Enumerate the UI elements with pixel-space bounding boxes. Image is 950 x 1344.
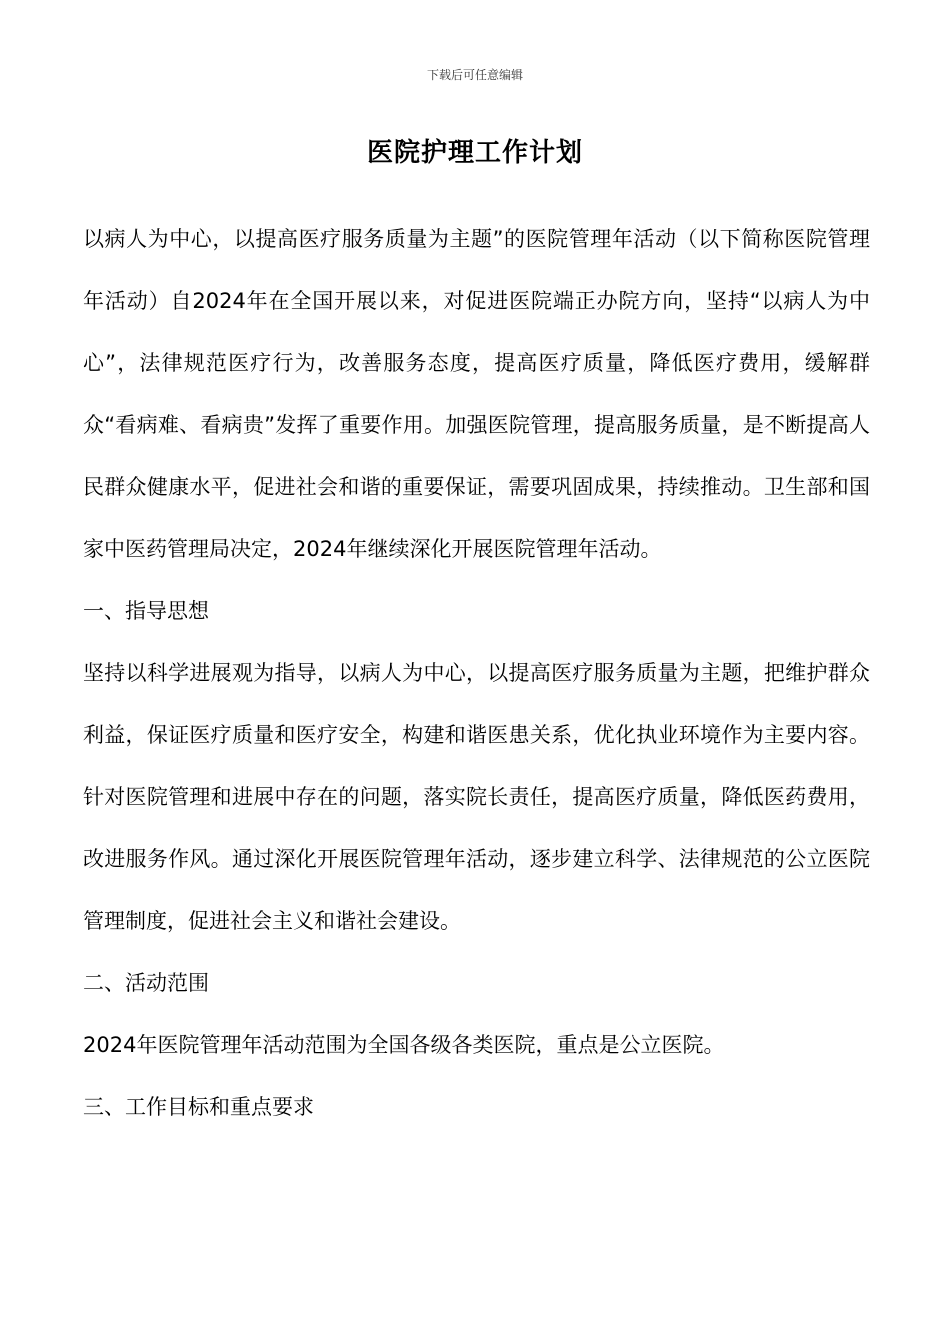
section-heading-work-goals: 三、工作目标和重点要求	[83, 1095, 314, 1119]
intro-paragraph: 以病人为中心，以提高医疗服务质量为主题”的医院管理年活动（以下简称医院管理年活动）自2024年在全国开展以来，对促进医院端正办院方向，坚持“以病人为中心”，法律规范医疗行为，改善服务态度，提高医疗质量，降低医疗费用，缓解群众“看病难、看病贵”发挥了重要作用。加强医院管理，提高服务质量，是不断提高人民群众健康水平，促进社会和谐的重要保证，需要巩固成果，持续推动。卫生部和国家中医药管理局决定，2024年继续深化开展医院管理年活动。	[83, 227, 870, 561]
section-heading-guiding-ideology: 一、指导思想	[83, 599, 209, 623]
header-note: 下载后可任意编辑	[426, 68, 523, 82]
document-body	[83, 208, 870, 1138]
guiding-ideology-paragraph: 坚持以科学进展观为指导，以病人为中心，以提高医疗服务质量为主题，把维护群众利益，保证医疗质量和医疗安全，构建和谐医患关系，优化执业环境作为主要内容。针对医院管理和进展中存在的问题，落实院长责任，提高医疗质量，降低医药费用，改进服务作风。通过深化开展医院管理年活动，逐步建立科学、法律规范的公立医院管理制度，促进社会主义和谐社会建设。	[83, 661, 870, 933]
section-heading-activity-scope: 二、活动范围	[83, 971, 209, 995]
activity-scope-paragraph: 2024年医院管理年活动范围为全国各级各类医院，重点是公立医院。	[83, 1033, 725, 1057]
document-title: 医院护理工作计划	[366, 138, 583, 168]
